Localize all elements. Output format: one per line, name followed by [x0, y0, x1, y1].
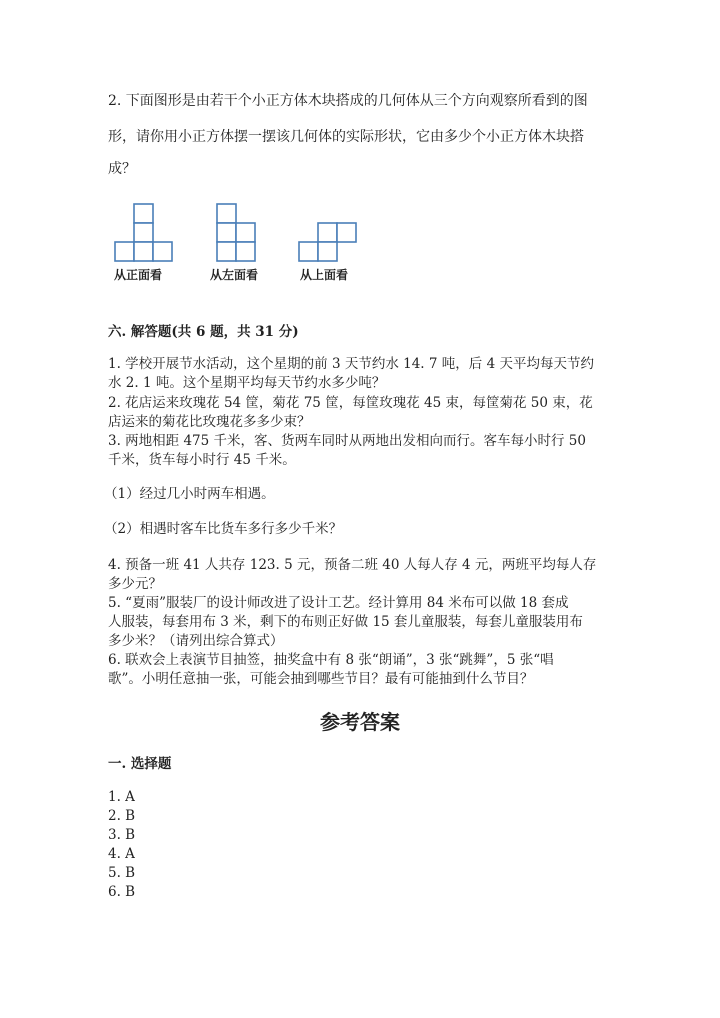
problem-2-line-2: 店运来的菊花比玫瑰花多多少束？: [108, 414, 311, 430]
answer-item: 6. B: [108, 884, 136, 900]
section-6-heading: 六. 解答题(共 6 题，共 31 分): [108, 324, 299, 340]
problem-4-line-2: 多少元？: [108, 576, 162, 592]
top-view-caption: 从上面看: [300, 268, 349, 282]
problem-6-line-2: 歌”。小明任意抽一张，可能会抽到哪些节目？最有可能抽到什么节目？: [108, 671, 534, 687]
answer-item: 1. A: [108, 789, 135, 805]
problem-2-line-1: 2. 花店运来玫瑰花 54 筐，菊花 75 筐，每筐玫瑰花 45 束，每筐菊花 50 束，花: [108, 395, 593, 411]
problem-1-line-1: 1. 学校开展节水活动，这个星期的前 3 天节约水 14. 7 吨，后 4 天平均每天节约: [108, 356, 594, 372]
front-view-grid: [115, 204, 172, 261]
problem-3-sub-1: （1）经过几小时两车相遇。: [104, 486, 275, 502]
problem-3-line-1: 3. 两地相距 475 千米，客、货两车同时从两地出发相向而行。客车每小时行 50: [108, 433, 586, 449]
problem-5-line-2: 人服装，每套用布 3 米，剩下的布则正好做 15 套儿童服装，每套儿童服装用布: [108, 614, 583, 630]
problem-5-line-3: 多少米？（请列出综合算式）: [108, 633, 284, 649]
answers-section-1-heading: 一. 选择题: [108, 756, 172, 772]
answer-item: 4. A: [108, 846, 135, 862]
left-view-grid: [217, 204, 255, 261]
problem-4-line-1: 4. 预备一班 41 人共存 123. 5 元，预备二班 40 人每人存 4 元，两班平均每人存: [108, 557, 597, 573]
answers-title: 参考答案: [320, 710, 400, 734]
problem-1-line-2: 水 2. 1 吨。这个星期平均每天节约水多少吨？: [108, 375, 386, 391]
problem-3-sub-2: （2）相遇时客车比货车多行多少千米？: [104, 521, 343, 537]
answer-item: 3. B: [108, 827, 136, 843]
problem-3-line-2: 千米，货车每小时行 45 千米。: [108, 452, 296, 468]
front-view-caption: 从正面看: [114, 268, 163, 282]
q2-line-3: 成？: [108, 161, 136, 177]
top-view-grid: [299, 223, 356, 261]
left-view-caption: 从左面看: [210, 268, 259, 282]
answer-item: 2. B: [108, 808, 136, 824]
answer-item: 5. B: [108, 865, 136, 881]
problem-6-line-1: 6. 联欢会上表演节目抽签，抽奖盒中有 8 张“朗诵”，3 张“跳舞”，5 张“唱: [108, 652, 554, 668]
q2-line-2: 形，请你用小正方体摆一摆该几何体的实际形状，它由多少个小正方体木块搭: [108, 129, 584, 145]
problem-5-line-1: 5. “夏雨”服装厂的设计师改进了设计工艺。经计算用 84 米布可以做 18 套成: [108, 595, 569, 611]
q2-line-1: 2. 下面图形是由若干个小正方体木块搭成的几何体从三个方向观察所看到的图: [108, 93, 588, 109]
